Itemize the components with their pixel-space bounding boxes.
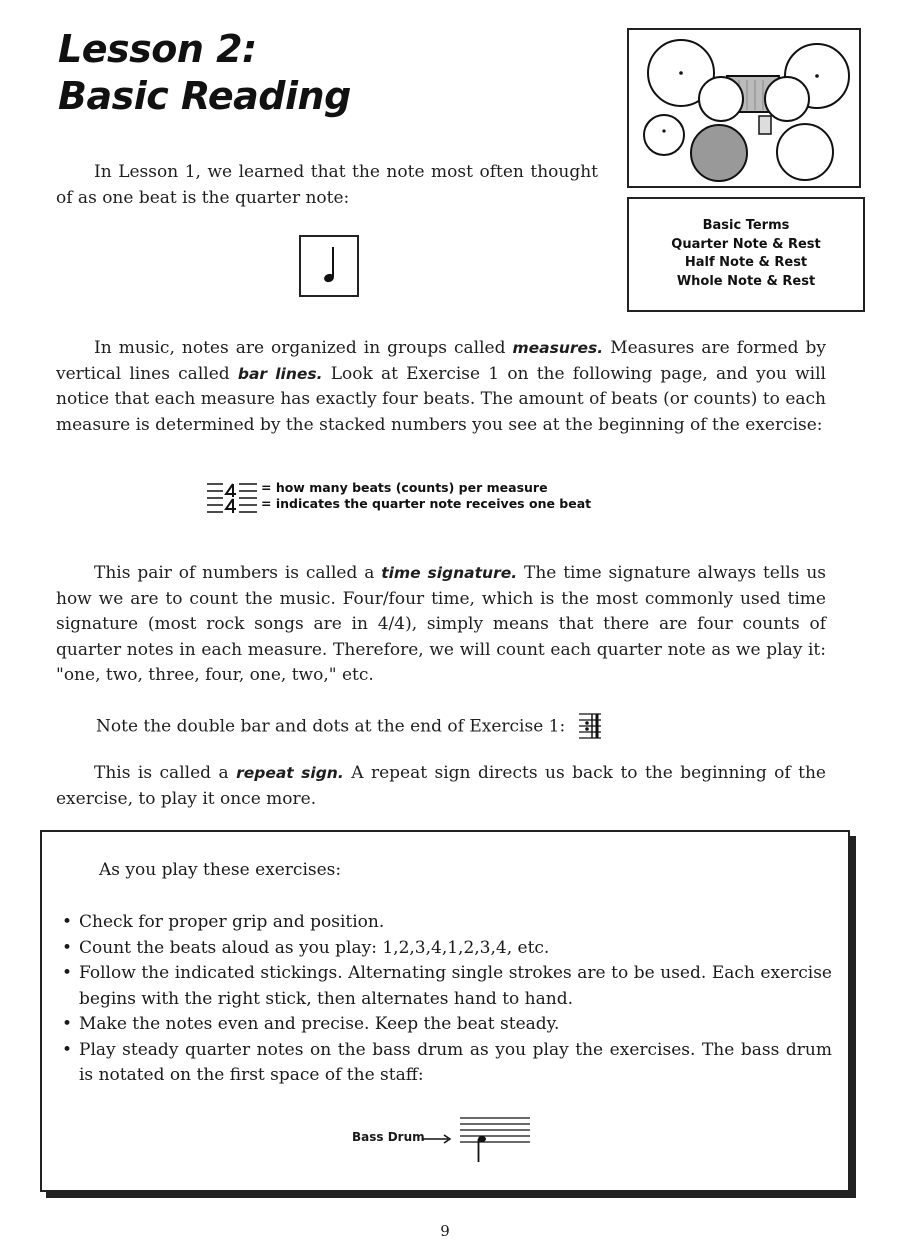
time-signature-explanation — [261, 480, 591, 512]
term-item: Quarter Note & Rest — [671, 236, 821, 252]
intro-paragraph: In Lesson 1, we learned that the note most often thought of as one beat is the quarter note: — [56, 162, 598, 208]
bullet-icon: • — [62, 937, 73, 958]
bass-drum-staff-icon — [420, 1108, 540, 1164]
double-bar-line — [96, 710, 601, 744]
title-line-2: Basic Reading — [58, 74, 351, 118]
page-title — [58, 26, 351, 120]
repeat-text-1: This is called a — [94, 763, 237, 783]
basic-terms-box — [627, 197, 865, 312]
measures-text-2: Measures are formed by vertical lines called — [56, 338, 827, 384]
repeat-sign-paragraph — [56, 761, 826, 812]
terms-heading: Basic Terms — [702, 218, 790, 233]
measures-text-1: In music, notes are organized in groups called — [94, 338, 513, 358]
exercise-tips-intro: As you play these exercises: — [99, 860, 342, 880]
bar-lines-term: bar lines. — [237, 364, 323, 383]
time-signature-icon — [207, 480, 257, 516]
repeat-sign-term: repeat sign. — [236, 764, 344, 782]
list-item — [62, 1038, 832, 1089]
title-line-1: Lesson 2: — [58, 27, 257, 71]
measures-text-3: Look at Exercise 1 on the following page, and you will notice that each measure has exactly four beats. The amount of beats (or counts) to each measure is determined by the stacked numbers you see at the beginning of the exercise: — [56, 363, 826, 435]
list-item-text: Play steady quarter notes on the bass drum as you play the exercises. The bass drum is notated on the first space of the staff: — [79, 1039, 832, 1085]
exercise-tips-list — [62, 910, 832, 1089]
exercise-tips-box — [40, 830, 850, 1192]
list-item — [62, 910, 832, 936]
double-bar-text: Note the double bar and dots at the end of Exercise 1: — [96, 716, 566, 737]
list-item-text: Count the beats aloud as you play: 1,2,3,4,1,2,3,4, etc. — [79, 937, 550, 958]
measures-paragraph — [56, 336, 826, 438]
bullet-icon: • — [62, 912, 73, 932]
quarter-note-figure — [299, 235, 359, 297]
list-item-text: Follow the indicated stickings. Alternating single strokes are to be used. Each exercise begins with the right stick, then alternates hand to hand. — [79, 963, 832, 1009]
timesig-text-1: This pair of numbers is called a — [94, 563, 382, 583]
bullet-icon: • — [62, 1014, 73, 1034]
time-sig-bottom-label: = indicates the quarter note receives one beat — [261, 496, 592, 511]
time-signature-term: time signature. — [381, 564, 518, 582]
repeat-sign-icon — [579, 710, 601, 744]
repeat-text-2: A repeat sign directs us back to the beginning of the exercise, to play it once more. — [56, 763, 826, 809]
drum-kit-icon — [629, 30, 859, 186]
list-item-text: Make the notes even and precise. Keep the beat steady. — [79, 1014, 560, 1034]
bullet-icon: • — [62, 1039, 73, 1060]
measures-term: measures. — [512, 339, 604, 357]
bullet-icon: • — [62, 963, 73, 983]
list-item-text: Check for proper grip and position. — [79, 912, 385, 932]
time-sig-top-label: = how many beats (counts) per measure — [261, 480, 548, 495]
list-item — [62, 961, 832, 1012]
list-item — [62, 936, 832, 962]
bass-drum-notation — [352, 1108, 572, 1164]
page-number: 9 — [440, 1222, 450, 1240]
quarter-note-icon — [301, 237, 357, 295]
timesig-text-2: The time signature always tells us how we are to count the music. Four/four time, which is the most commonly used time signature (most rock songs are in 4/4), simply means that there are four counts of quarter notes in each measure. Therefore, we will count each quarter note as we play it: "one, two, three, four, one, two," etc. — [56, 563, 826, 685]
drum-kit-illustration — [627, 28, 861, 188]
time-signature-paragraph — [56, 561, 826, 689]
term-item: Half Note & Rest — [684, 255, 808, 270]
term-item: Whole Note & Rest — [676, 273, 816, 289]
bass-drum-label: Bass Drum — [352, 1130, 425, 1144]
list-item — [62, 1012, 832, 1038]
